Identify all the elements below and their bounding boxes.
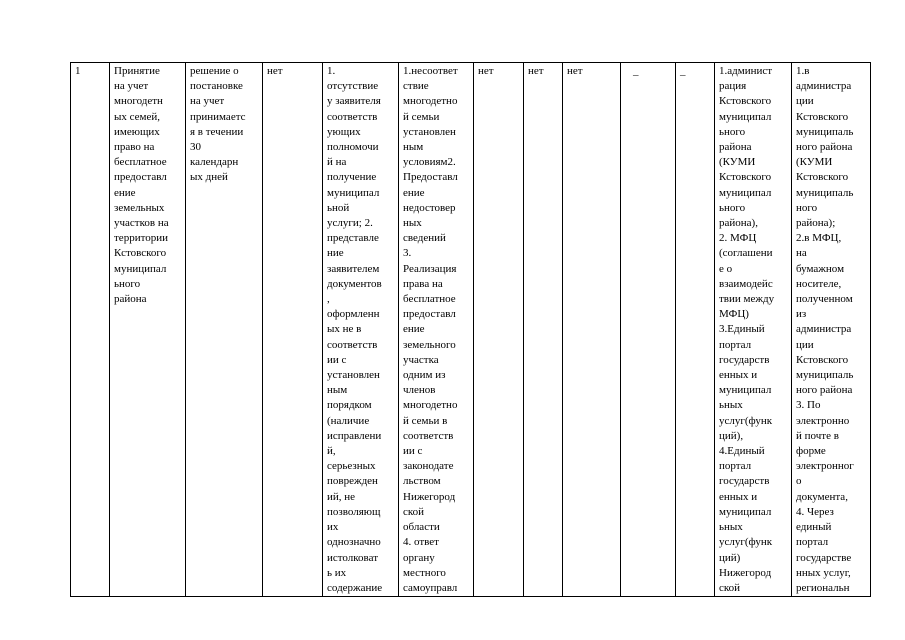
col10-value: _ — [680, 65, 686, 77]
application-channels: 1.админист рация Кстовского муниципал ьного района (КУМИ Кстовского муниципал ьного района), 2. МФЦ (соглашени е о взаимодейс твии между МФЦ) 3.Единый портал государств енных и муниципал ьных услуг(функ ций), 4.Единый портал государств енных и муниципал ьных услуг(функ ций) Нижегород ской — [719, 65, 775, 594]
decision-cell — [186, 63, 263, 597]
result-channels-cell — [792, 63, 871, 597]
col7-value: нет — [528, 65, 544, 77]
service-name-cell — [110, 63, 186, 597]
table-row — [71, 63, 871, 597]
col7-cell — [524, 63, 563, 597]
row-number: 1 — [75, 65, 81, 77]
result-channels: 1.в администра ции Кстовского муниципаль ного района (КУМИ Кстовского муниципаль ного района); 2.в МФЦ, на бумажном носителе, полученном из администра ции Кстовского муниципаль ного района 3. По электронно й почте в форме электронног о документа, 4. Через единый портал государстве нных услуг, региональн — [796, 65, 854, 594]
col9-value: _ — [633, 65, 639, 77]
col3-value: нет — [267, 65, 283, 77]
service-name: Принятие на учет многодетн ых семей, имеющих право на бесплатное предоставл ение земельных участков на территории Кстовского муниципал ьного района — [114, 65, 169, 306]
services-table — [70, 62, 871, 597]
col3-cell — [263, 63, 323, 597]
col10-cell — [676, 63, 715, 597]
col8-value: нет — [567, 65, 583, 77]
rejection-grounds-cell — [399, 63, 474, 597]
col8-cell — [563, 63, 621, 597]
row-number-cell — [71, 63, 110, 597]
col6-cell — [474, 63, 524, 597]
refusal-grounds-cell — [323, 63, 399, 597]
application-channels-cell — [715, 63, 792, 597]
col6-value: нет — [478, 65, 494, 77]
decision-term: решение о постановке на учет принимаетс я в течении 30 календарн ых дней — [190, 65, 246, 184]
refusal-grounds: 1. отсутствие у заявителя соответств ующих полномочи й на получение муниципал ьной услуги; 2. представле ние заявителем документов , оформленн ых не в соответств ии с установлен ным порядком (наличие исправлени й, серьезных поврежден ий, не позволяющ их однозначно истолковат ь их содержание — [327, 65, 383, 594]
col9-cell — [621, 63, 676, 597]
rejection-grounds: 1.несоответ ствие многодетно й семьи установлен ным условиям2. Предоставл ение недостовер ных сведений 3. Реализация права на бесплатное предоставл ение земельного участка одним из членов многодетно й семьи в соответств ии с законодате льством Нижегород ской области 4. ответ органу местного самоуправл — [403, 65, 458, 594]
